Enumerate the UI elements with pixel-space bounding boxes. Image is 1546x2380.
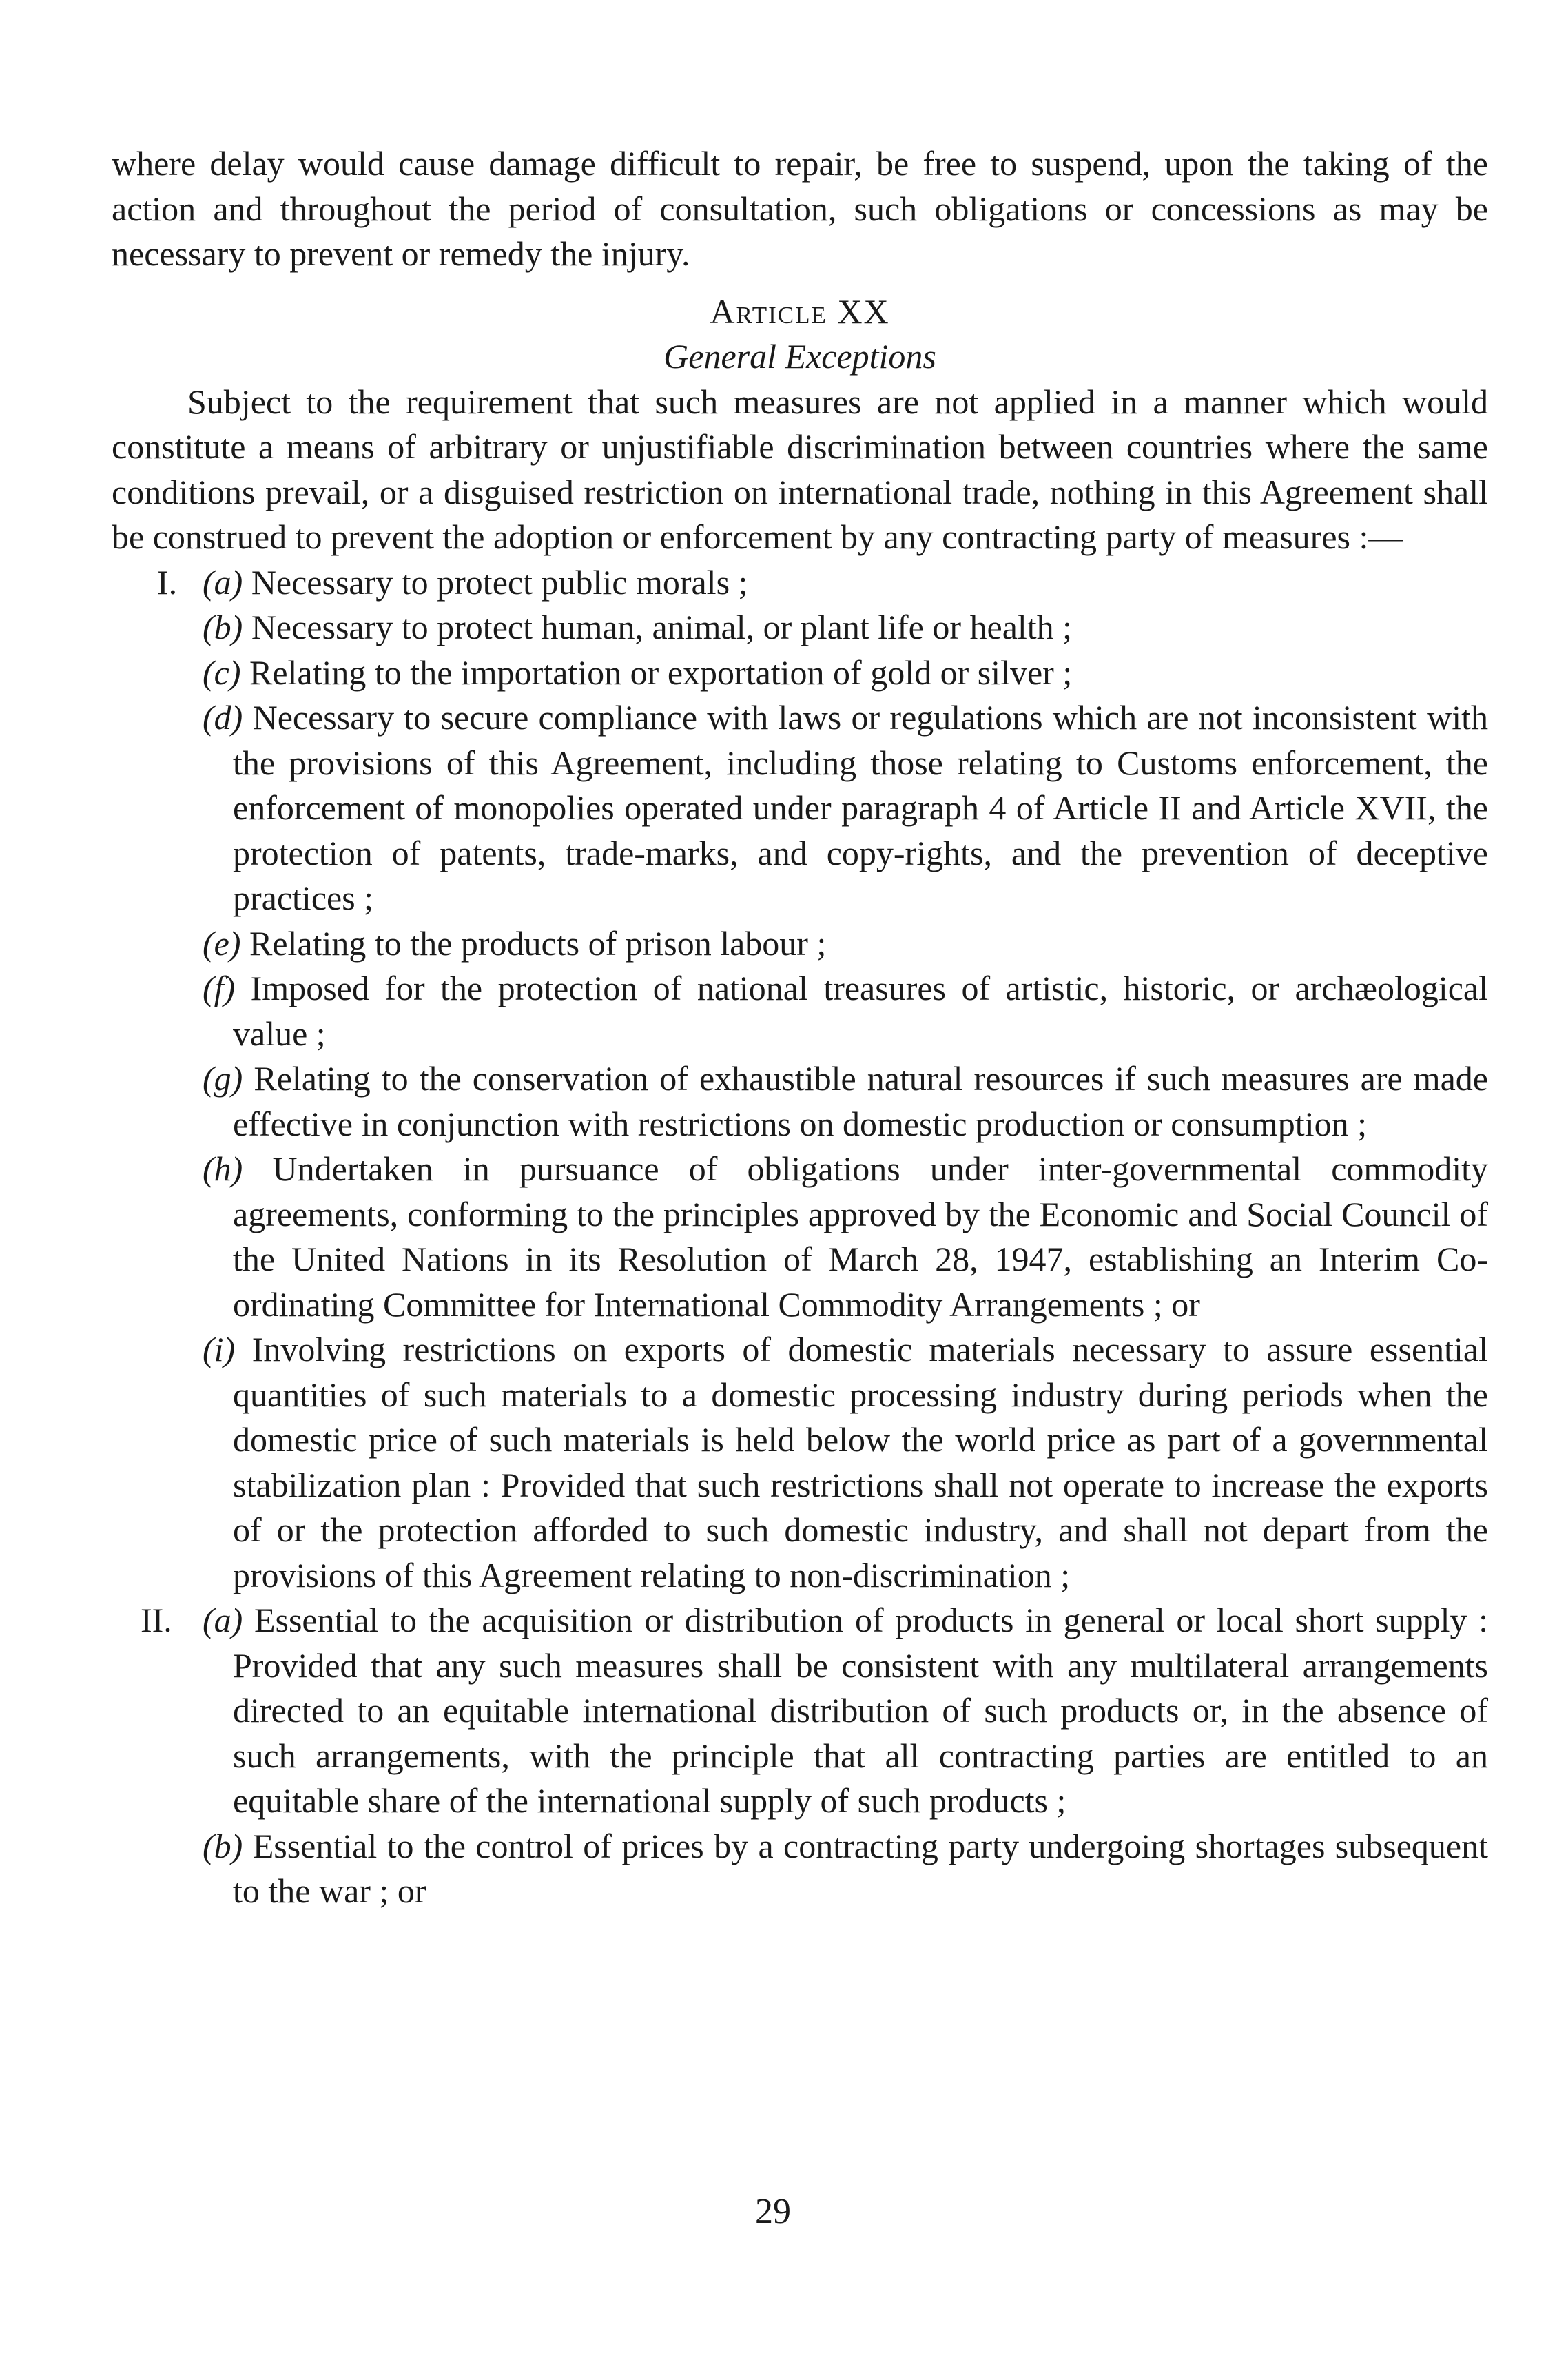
item-letter: (b) (203, 608, 243, 646)
item-text: Essential to the acquisition or distribution of products in general or local short supply : Provided that any such measures shall be consistent with any multilateral arrangements directed to an equitable international distribution of such products or, in the absence of such arrangements, with the principle that all contracting parties are entitled to an equitable share of the international supply of such products ; (233, 1601, 1488, 1820)
article-title: Article XX (710, 291, 890, 331)
item-letter: (e) (203, 923, 241, 963)
item-letter: (a) (203, 1601, 243, 1639)
page-number: 29 (755, 2192, 791, 2231)
list-item (112, 560, 1488, 606)
list-item (112, 1824, 1488, 1914)
list-item (112, 1598, 1488, 1824)
article-subtitle: General Exceptions (663, 337, 936, 376)
intro-paragraph: where delay would cause damage difficult to repair, be free to suspend, upon the taking of the action and throughout the period of consultation, such obligations or concessions as may be necessary to prevent or remedy the injury. (112, 144, 1488, 273)
item-letter: (f) (203, 969, 236, 1007)
item-letter: (a) (203, 562, 243, 602)
item-text: Necessary to secure compliance with laws or regulations which are not inconsistent with the provisions of this Agreement, including those relating to Customs enforcement, the enforcement of monopolies operated under paragraph 4 of Article II and Article XVII, the protection of patents, trade-marks, and copy-rights, and the prevention of deceptive practices ; (233, 698, 1488, 917)
list-item (112, 1147, 1488, 1327)
list-item (112, 1056, 1488, 1147)
item-text: Relating to the importation or exportation of gold or silver ; (249, 653, 1073, 692)
item-letter: (d) (203, 698, 243, 737)
list-item (112, 695, 1488, 921)
item-letter: (h) (203, 1149, 243, 1188)
item-text: Necessary to protect human, animal, or plant life or health ; (251, 608, 1073, 646)
list-item (112, 650, 1488, 696)
item-letter: (b) (203, 1826, 243, 1865)
item-letter: (c) (203, 653, 241, 692)
list-item (112, 921, 1488, 967)
roman-numeral-two: II. (141, 1601, 172, 1639)
document-page (112, 141, 1488, 1914)
item-text: Relating to the products of prison labour ; (249, 923, 827, 963)
item-text: Involving restrictions on exports of domestic materials necessary to assure essential quantities of such materials to a domestic processing industry during periods when the domestic price of such materials is held below the world price as part of a governmental stabilization plan : Provided that such restrictions shall not operate to increase the exports of or the protection afforded to such domestic industry, and shall not depart from the provisions of this Agreement relating to non-discrimination ; (233, 1330, 1489, 1594)
roman-numeral-one: I. (157, 562, 178, 602)
item-letter: (i) (203, 1330, 236, 1368)
item-text: Essential to the control of prices by a contracting party undergoing shortages subsequent to the war ; or (233, 1826, 1488, 1910)
item-text: Undertaken in pursuance of obligations under inter-governmental commodity agreements, conforming to the principles approved by the Economic and Social Council of the United Nations in its Resolution of March 28, 1947, establishing an Interim Co-ordinating Committee for International Commodity Arrangements ; or (233, 1149, 1488, 1324)
list-item (112, 966, 1488, 1056)
item-letter: (g) (203, 1059, 243, 1098)
item-text: Relating to the conservation of exhaustible natural resources if such measures are made effective in conjunction with restrictions on domestic production or consumption ; (233, 1059, 1488, 1143)
item-text: Necessary to protect public morals ; (251, 562, 748, 602)
list-item (112, 1327, 1488, 1598)
list-item (112, 605, 1488, 650)
item-text: Imposed for the protection of national treasures of artistic, historic, or archæological value ; (233, 969, 1489, 1053)
article-preamble: Subject to the requirement that such measures are not applied in a manner which would constitute a means of arbitrary or unjustifiable discrimination between countries where the same conditions prevail, or a disguised restriction on international trade, nothing in this Agreement shall be construed to prevent the adoption or enforcement by any contracting party of measures :— (112, 382, 1488, 556)
